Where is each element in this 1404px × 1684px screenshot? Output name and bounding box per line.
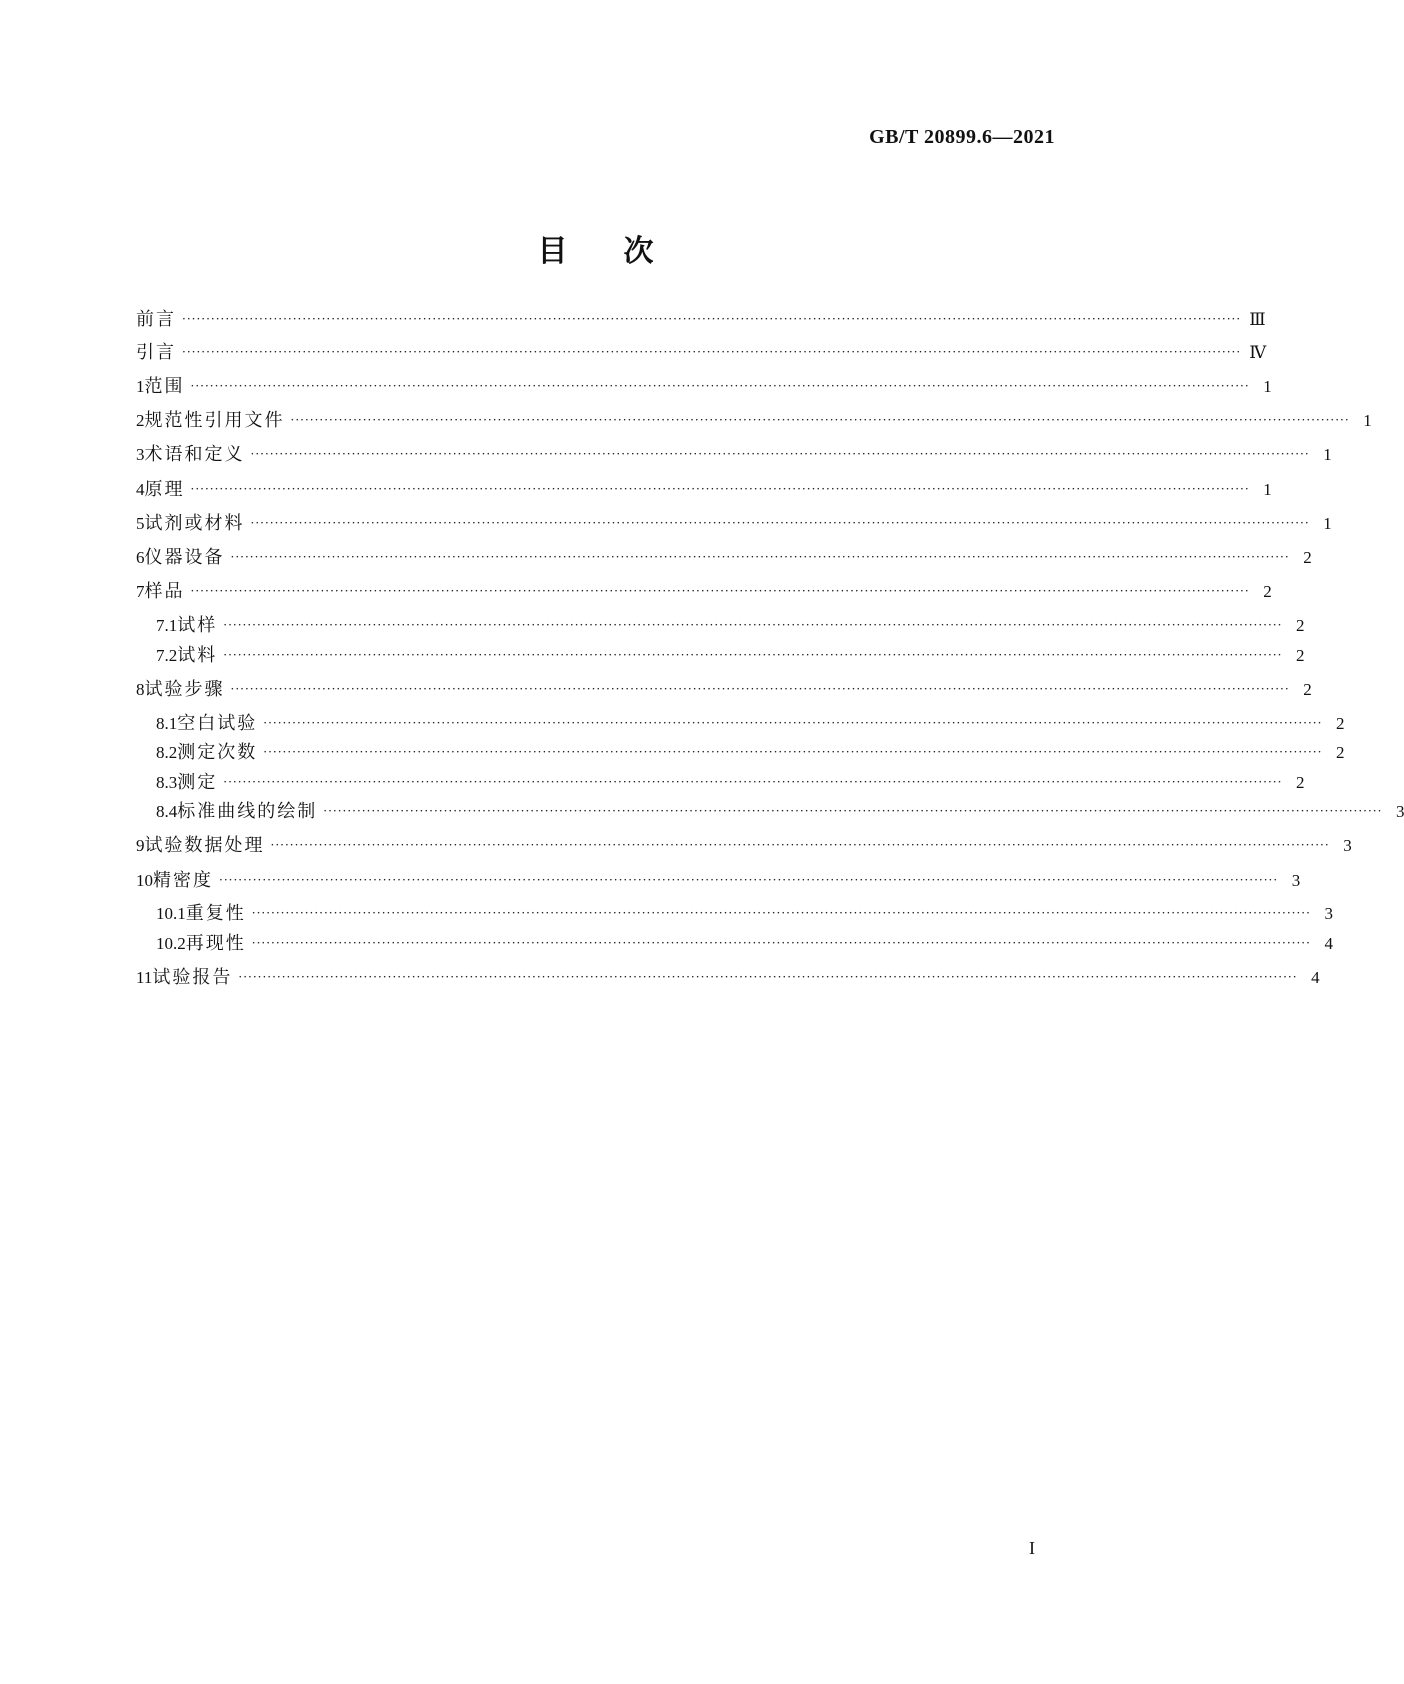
toc-leader-dots: ···························································································································································································································· bbox=[182, 312, 1242, 326]
toc-item-number: 8.3 bbox=[156, 773, 178, 792]
toc-leader-dots: ···························································································································································································································· bbox=[270, 838, 1330, 852]
toc-item-page: 1 bbox=[1323, 445, 1332, 464]
toc-item-label: 术语和定义 bbox=[144, 444, 245, 465]
toc-item-label: 空白试验 bbox=[177, 713, 258, 734]
toc-item-apparatus[interactable] bbox=[136, 544, 1312, 572]
toc-item-label: 原理 bbox=[144, 479, 185, 500]
toc-item-reagents[interactable] bbox=[136, 510, 1332, 538]
toc-leader-dots: ···························································································································································································································· bbox=[223, 618, 1283, 632]
toc-item-foreword[interactable] bbox=[136, 306, 1266, 334]
toc-item-test-portion[interactable] bbox=[156, 642, 1305, 670]
toc-item-page: 2 bbox=[1335, 714, 1345, 733]
toc-item-procedure[interactable] bbox=[136, 676, 1312, 704]
toc-item-label: 再现性 bbox=[185, 933, 246, 954]
toc-item-label: 试料 bbox=[177, 645, 218, 666]
toc-item-number: 10.2 bbox=[156, 934, 186, 953]
toc-item-number: 11 bbox=[136, 968, 153, 987]
toc-item-label: 范围 bbox=[144, 376, 185, 397]
toc-item-scope[interactable] bbox=[136, 373, 1272, 401]
toc-item-page: 1 bbox=[1263, 377, 1272, 396]
toc-leader-dots: ···························································································································································································································· bbox=[190, 482, 1250, 496]
toc-leader-dots: ···························································································································································································································· bbox=[323, 804, 1383, 818]
toc-item-number: 2 bbox=[136, 411, 145, 430]
toc-leader-dots: ···························································································································································································································· bbox=[223, 775, 1283, 789]
toc-item-page: 2 bbox=[1295, 773, 1305, 792]
toc-item-page: 2 bbox=[1263, 582, 1272, 601]
toc-item-test-report[interactable] bbox=[136, 964, 1320, 992]
toc-item-page: 3 bbox=[1324, 904, 1333, 923]
toc-leader-dots: ···························································································································································································································· bbox=[230, 682, 1290, 696]
toc-item-label: 前言 bbox=[136, 309, 176, 330]
toc-leader-dots: ···························································································································································································································· bbox=[190, 379, 1250, 393]
toc-item-label: 试验报告 bbox=[152, 967, 233, 988]
toc-item-label: 测定次数 bbox=[177, 742, 258, 763]
toc-item-number: 10 bbox=[136, 871, 153, 890]
toc-item-introduction[interactable] bbox=[136, 339, 1267, 367]
toc-item-label: 标准曲线的绘制 bbox=[177, 801, 318, 822]
toc-item-page: 1 bbox=[1263, 480, 1272, 499]
toc-item-number: 4 bbox=[136, 480, 145, 499]
toc-leader-dots: ···························································································································································································································· bbox=[230, 550, 1290, 564]
toc-item-repeatability[interactable] bbox=[156, 900, 1333, 928]
toc-item-page: 4 bbox=[1311, 968, 1320, 987]
toc-item-page: 2 bbox=[1335, 743, 1345, 762]
toc-item-label: 规范性引用文件 bbox=[144, 410, 285, 431]
toc-item-number: 9 bbox=[136, 836, 145, 855]
toc-item-number: 6 bbox=[136, 548, 145, 567]
toc-item-principle[interactable] bbox=[136, 476, 1272, 504]
toc-item-page: Ⅲ bbox=[1249, 310, 1266, 329]
toc-title-left: 目 bbox=[537, 234, 568, 269]
toc-item-number-of-determinations[interactable] bbox=[156, 739, 1345, 767]
toc-item-number: 7 bbox=[136, 582, 145, 601]
toc-leader-dots: ···························································································································································································································· bbox=[250, 516, 1310, 530]
toc-leader-dots: ···························································································································································································································· bbox=[263, 716, 1323, 730]
toc-item-precision[interactable] bbox=[136, 867, 1301, 895]
toc-item-page: 1 bbox=[1363, 411, 1372, 430]
toc-leader-dots: ···························································································································································································································· bbox=[290, 413, 1350, 427]
toc-item-number: 3 bbox=[136, 445, 145, 464]
toc-title-right: 次 bbox=[623, 234, 654, 269]
toc-item-page: Ⅳ bbox=[1249, 343, 1267, 362]
toc-item-label: 精密度 bbox=[153, 870, 213, 891]
toc-item-number: 7.1 bbox=[156, 616, 178, 635]
toc-item-terms-definitions[interactable] bbox=[136, 441, 1332, 469]
toc-leader-dots: ···························································································································································································································· bbox=[223, 648, 1283, 662]
toc-item-page: 2 bbox=[1303, 680, 1312, 699]
toc-item-page: 1 bbox=[1323, 514, 1332, 533]
toc-item-page: 3 bbox=[1343, 836, 1352, 855]
toc-leader-dots: ···························································································································································································································· bbox=[190, 584, 1250, 598]
toc-item-number: 10.1 bbox=[156, 904, 186, 923]
toc-item-page: 4 bbox=[1324, 934, 1333, 953]
toc-item-page: 2 bbox=[1295, 646, 1305, 665]
toc-item-label: 试验步骤 bbox=[144, 679, 225, 700]
toc-item-label: 样品 bbox=[144, 581, 185, 602]
toc-item-page: 3 bbox=[1291, 871, 1301, 890]
toc-item-label: 试剂或材料 bbox=[144, 513, 245, 534]
toc-leader-dots: ···························································································································································································································· bbox=[251, 906, 1311, 920]
toc-item-number: 8.4 bbox=[156, 802, 178, 821]
toc-item-number: 7.2 bbox=[156, 646, 178, 665]
toc-item-reproducibility[interactable] bbox=[156, 930, 1333, 958]
toc-item-label: 引言 bbox=[136, 342, 176, 363]
toc-item-number: 8 bbox=[136, 680, 145, 699]
toc-item-label: 试验数据处理 bbox=[144, 835, 265, 856]
toc-item-determination[interactable] bbox=[156, 769, 1305, 797]
toc-item-page: 2 bbox=[1295, 616, 1305, 635]
toc-item-label: 试样 bbox=[177, 615, 218, 636]
toc-item-label: 重复性 bbox=[185, 903, 246, 924]
toc-item-label: 测定 bbox=[177, 772, 218, 793]
toc-leader-dots: ···························································································································································································································· bbox=[250, 447, 1310, 461]
toc-item-number: 8.1 bbox=[156, 714, 178, 733]
toc-item-number: 1 bbox=[136, 377, 145, 396]
toc-item-number: 8.2 bbox=[156, 743, 178, 762]
toc-item-sample[interactable] bbox=[136, 578, 1272, 606]
toc-leader-dots: ···························································································································································································································· bbox=[238, 970, 1298, 984]
toc-item-test-sample[interactable] bbox=[156, 612, 1305, 640]
toc-item-page: 3 bbox=[1395, 802, 1404, 821]
toc-title bbox=[0, 226, 1191, 270]
toc-item-number: 5 bbox=[136, 514, 145, 533]
toc-item-page: 2 bbox=[1303, 548, 1312, 567]
toc-leader-dots: ···························································································································································································································· bbox=[219, 873, 1279, 887]
toc-item-normative-references[interactable] bbox=[136, 407, 1372, 435]
toc-item-calibration-curve[interactable] bbox=[156, 798, 1404, 826]
toc-leader-dots: ···························································································································································································································· bbox=[263, 745, 1323, 759]
toc-item-data-processing[interactable] bbox=[136, 832, 1352, 860]
toc-item-blank-test[interactable] bbox=[156, 710, 1345, 738]
document-code: GB/T 20899.6—2021 bbox=[869, 126, 1055, 148]
toc-item-label: 仪器设备 bbox=[144, 547, 225, 568]
toc-leader-dots: ···························································································································································································································· bbox=[251, 936, 1311, 950]
toc-leader-dots: ···························································································································································································································· bbox=[182, 345, 1242, 359]
page-number: I bbox=[1029, 1538, 1035, 1558]
